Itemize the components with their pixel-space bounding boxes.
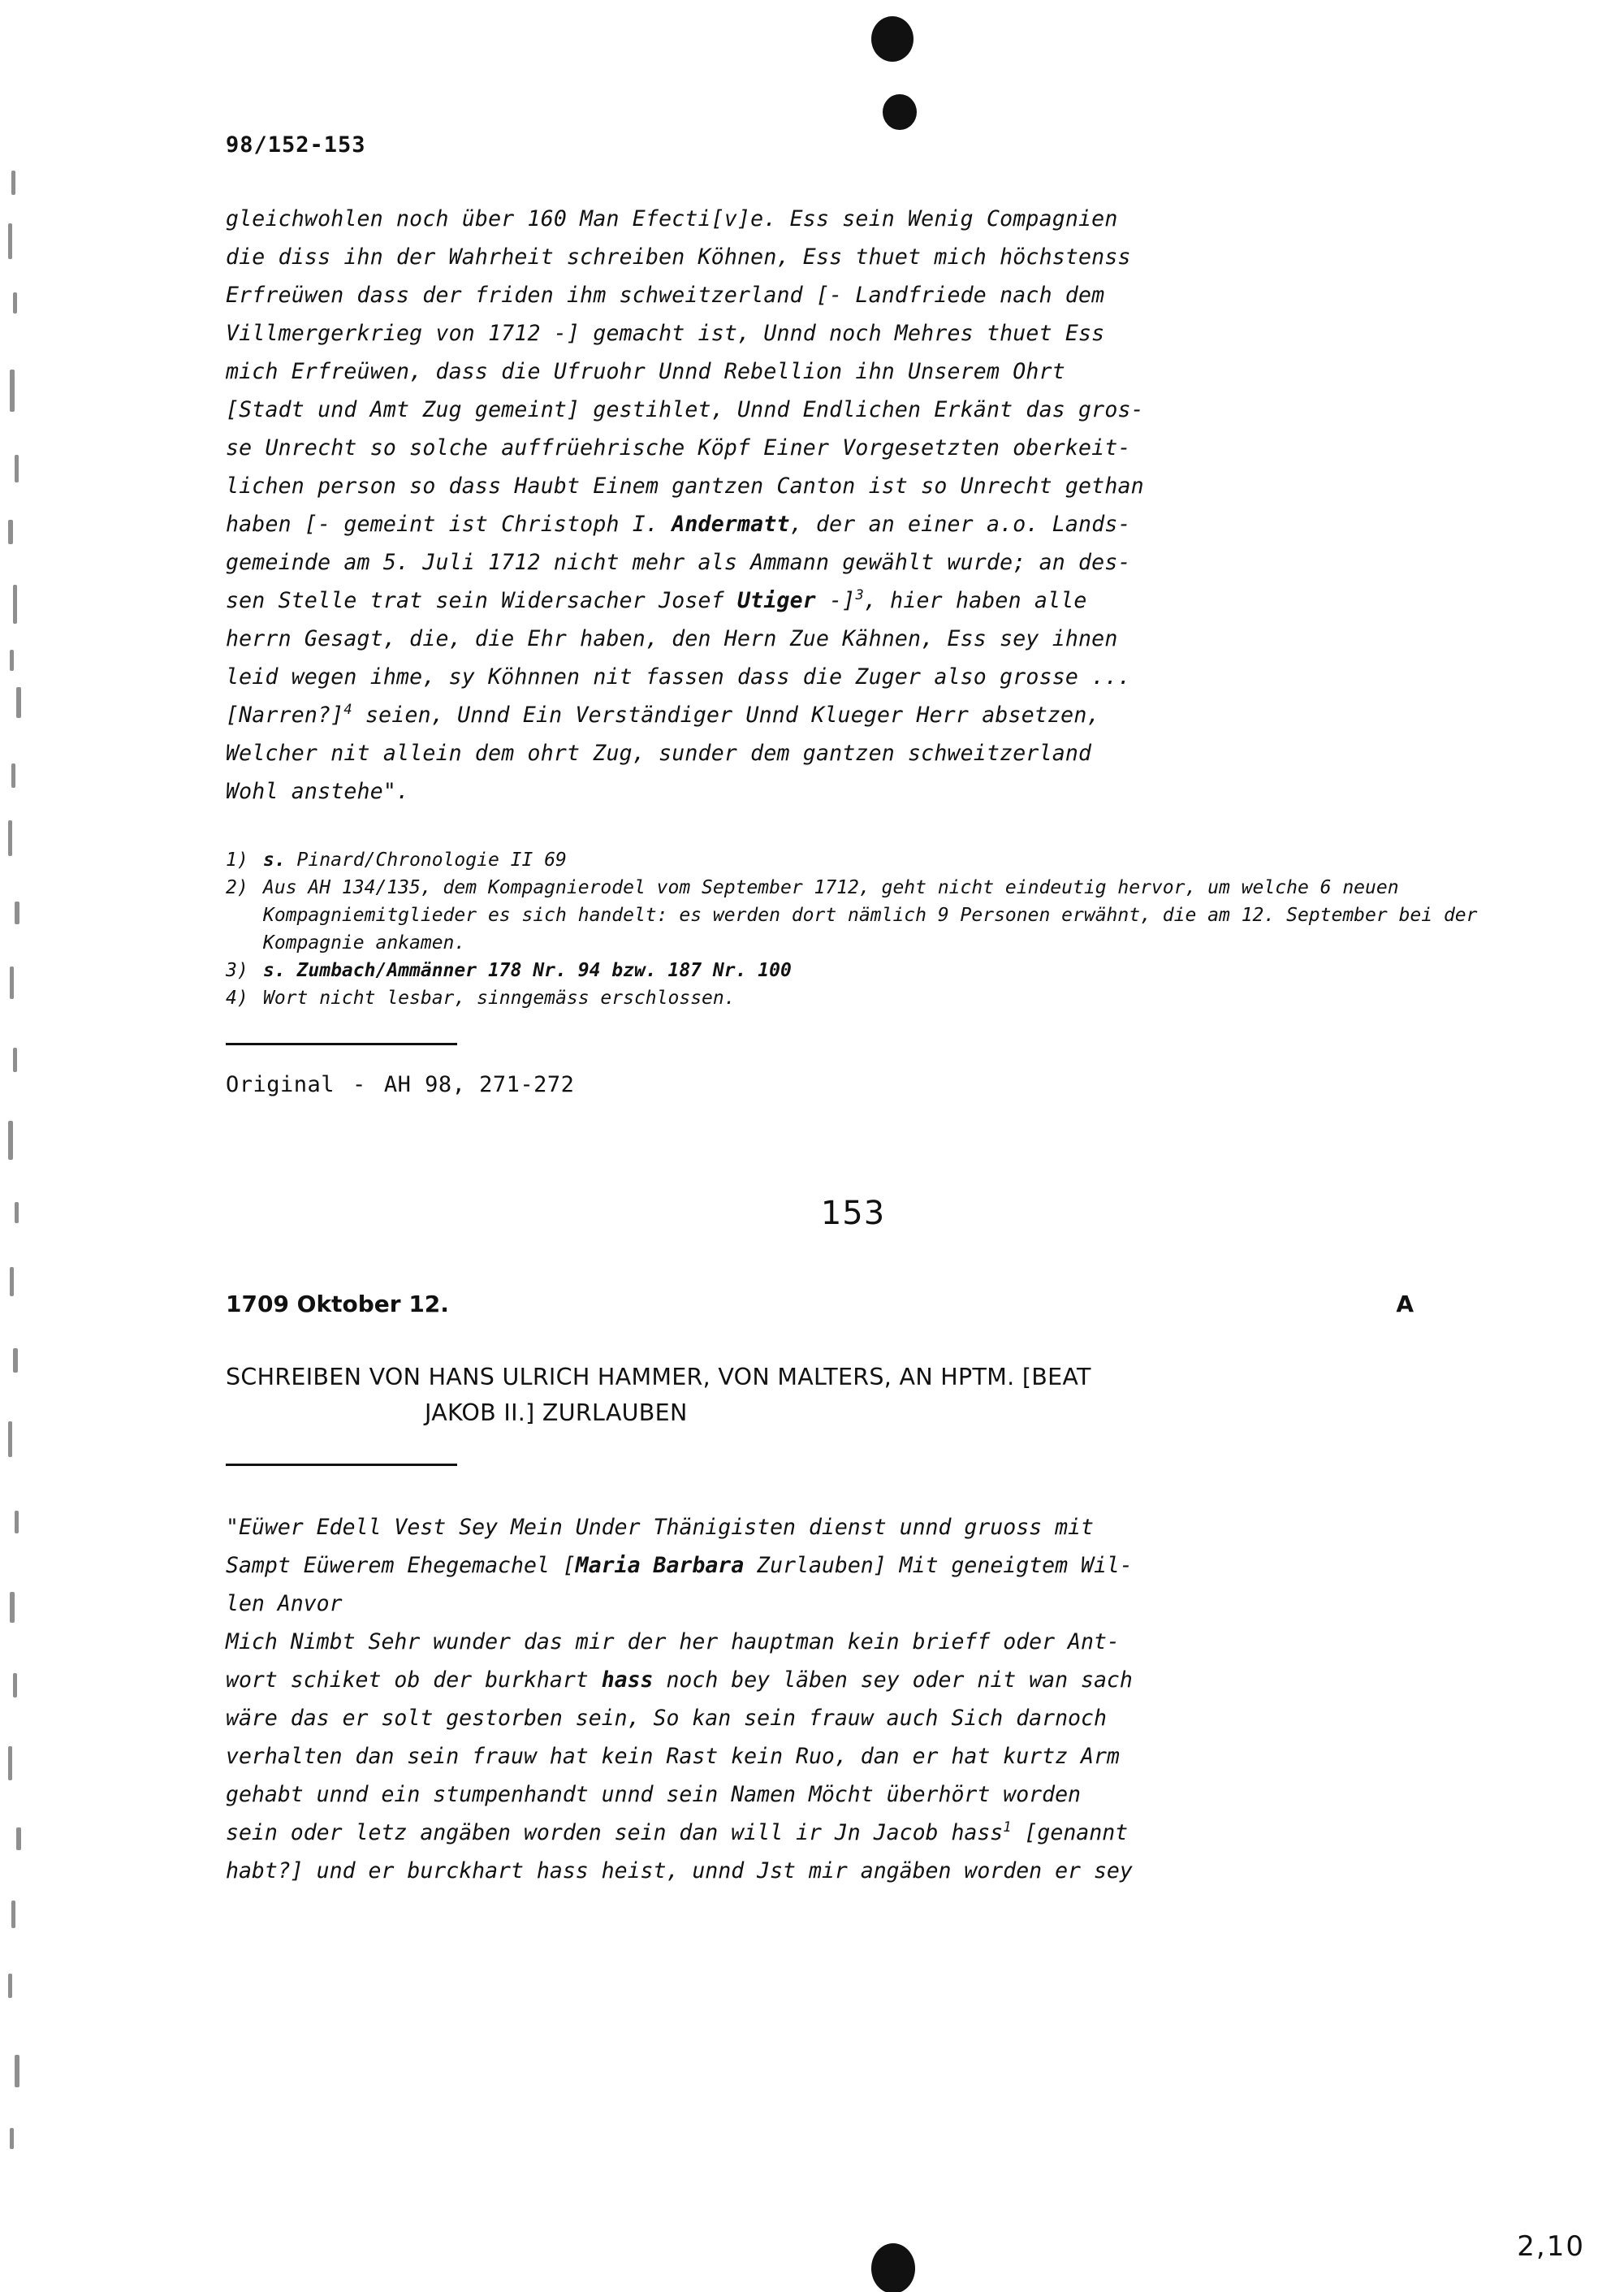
scan-artifacts [0, 0, 28, 2292]
line-9: haben [- gemeint ist Christoph I. Andermatt, der an einer a.o. Lands- [226, 512, 1131, 537]
line-5: mich Erfreüwen, dass die Ufruohr Unnd Rebellion ihn Unserem Ohrt [226, 359, 1065, 384]
document-number: 153 [820, 1195, 886, 1232]
footnote-number: 4) [226, 988, 248, 1009]
letter-transcription [226, 1508, 1480, 1890]
letter-line-7: verhalten dan sein frauw hat kein Rast kein Ruo, dan er hat kurtz Arm [226, 1744, 1120, 1769]
page-content [226, 0, 1480, 1890]
letter-line-4: Mich Nimbt Sehr wunder das mir der her hauptman kein brieff oder Ant- [226, 1629, 1120, 1654]
footnote-item [226, 957, 1480, 984]
footnote-text: s. Pinard/Chronologie II 69 [263, 850, 567, 871]
title-line-1: SCHREIBEN VON HANS ULRICH HAMMER, VON MALTERS, AN HPTM. [BEAT [226, 1364, 1091, 1390]
line-6: [Stadt und Amt Zug gemeint] gestihlet, Unnd Endlichen Erkänt das gros- [226, 397, 1144, 422]
letter-line-6: wäre das er solt gestorben sein, So kan sein frauw auch Sich darnoch [226, 1706, 1107, 1731]
letter-line-9: sein oder letz angäben worden sein dan will ir Jn Jacob hass$^1$ [genannt [226, 1819, 1129, 1845]
footnote-number: 3) [226, 960, 248, 981]
title-line-2: JAKOB II.] ZURLAUBEN [425, 1399, 688, 1426]
footnote-number: 2) [226, 877, 248, 898]
page-mark: 2,10 [1517, 2230, 1585, 2263]
letter-line-2: Sampt Eüwerem Ehegemachel [Maria Barbara Zurlauben] Mit geneigtem Wil- [226, 1553, 1133, 1578]
line-10: gemeinde am 5. Juli 1712 nicht mehr als Ammann gewählt wurde; an des- [226, 550, 1131, 575]
line-16: Wohl anstehe". [226, 779, 410, 804]
footnote-item [226, 874, 1480, 957]
divider-rule-top [226, 1043, 457, 1045]
original-dash: - [352, 1072, 366, 1097]
line-2: die diss ihn der Wahrheit schreiben Köhnen, Ess thuet mich höchstenss [226, 244, 1131, 270]
document-date: 1709 Oktober 12. [226, 1291, 449, 1317]
divider-rule-bottom [226, 1464, 457, 1466]
transcription-paragraph [226, 200, 1480, 811]
original-label: Original [226, 1072, 335, 1097]
line-12: herrn Gesagt, die, die Ehr haben, den Hern Zue Kähnen, Ess sey ihnen [226, 626, 1118, 651]
letter-line-3: len Anvor [226, 1591, 343, 1616]
original-reference [226, 1072, 1480, 1097]
line-7: se Unrecht so solche auffrüehrische Köpf Einer Vorgesetzten oberkeit- [226, 435, 1131, 461]
line-3: Erfreüwen dass der friden ihm schweitzerland [- Landfriede nach dem [226, 283, 1105, 308]
footnote-text: Wort nicht lesbar, sinngemäss erschlossen. [263, 988, 736, 1009]
line-8: lichen person so dass Haubt Einem gantzen Canton ist so Unrecht gethan [226, 474, 1144, 499]
line-15: Welcher nit allein dem ohrt Zug, sunder dem gantzen schweitzerland [226, 741, 1092, 766]
letter-line-5: wort schiket ob der burkhart hass noch bey läben sey oder nit wan sach [226, 1667, 1133, 1693]
original-value: AH 98, 271-272 [383, 1072, 575, 1097]
footnote-item [226, 846, 1480, 874]
date-row [226, 1291, 1480, 1317]
footnote-item [226, 984, 1480, 1012]
line-11: sen Stelle trat sein Widersacher Josef Utiger -]$^3$, hier haben alle [226, 587, 1087, 613]
footnote-text: Aus AH 134/135, dem Kompagnierodel vom September 1712, geht nicht eindeutig hervor, um welche 6 neuen Kompagniemitglieder es sich handelt: es werden dort nämlich 9 Personen erwähnt, die am 12. September bei der Kompagnie ankamen. [263, 877, 1478, 954]
line-13: leid wegen ihme, sy Köhnnen nit fassen dass die Zuger also grosse ... [226, 664, 1131, 690]
document-title [226, 1360, 1480, 1431]
footnote-list [226, 846, 1480, 1012]
folio-number: 98/152-153 [226, 132, 366, 158]
document-side-mark: A [1396, 1291, 1414, 1317]
footnote-number: 1) [226, 850, 248, 871]
line-4: Villmergerkrieg von 1712 -] gemacht ist, Unnd noch Mehres thuet Ess [226, 321, 1105, 346]
line-1: gleichwohlen noch über 160 Man Efecti[v]e. Ess sein Wenig Compagnien [226, 206, 1118, 231]
letter-line-10: habt?] und er burckhart hass heist, unnd Jst mir angäben worden er sey [226, 1858, 1133, 1883]
line-14: [Narren?]$^4$ seien, Unnd Ein Verständiger Unnd Klueger Herr absetzen, [226, 702, 1100, 728]
letter-line-8: gehabt unnd ein stumpenhandt unnd sein Namen Möcht überhört worden [226, 1782, 1081, 1807]
punch-hole-bottom [871, 2243, 915, 2292]
letter-line-1: "Eüwer Edell Vest Sey Mein Under Thänigisten dienst unnd gruoss mit [226, 1515, 1094, 1540]
footnote-text: s. Zumbach/Ammänner 178 Nr. 94 bzw. 187 Nr. 100 [263, 960, 792, 981]
